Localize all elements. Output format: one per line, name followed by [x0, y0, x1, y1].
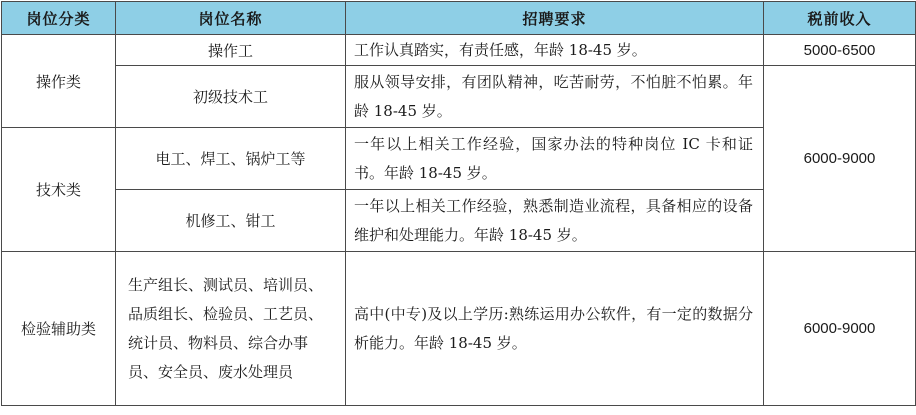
pay-cell: 5000-6500	[764, 35, 916, 66]
position-name-cell: 电工、焊工、锅炉工等	[116, 128, 346, 190]
table-row	[2, 35, 916, 66]
category-cell: 操作类	[2, 35, 116, 128]
requirement-cell: 服从领导安排，有团队精神，吃苦耐劳，不怕脏不怕累。年龄 18-45 岁。	[346, 66, 764, 128]
position-name-cell: 初级技术工	[116, 66, 346, 128]
requirement-cell: 工作认真踏实，有责任感，年龄 18-45 岁。	[346, 35, 764, 66]
header-pretax-income: 税前收入	[764, 2, 916, 35]
position-name-cell: 机修工、钳工	[116, 190, 346, 252]
pay-cell: 6000-9000	[764, 66, 916, 252]
header-requirements: 招聘要求	[346, 2, 764, 35]
position-name-cell: 操作工	[116, 35, 346, 66]
position-name-cell: 生产组长、测试员、培训员、品质组长、检验员、工艺员、统计员、物料员、综合办事员、安全员、废水处理员	[116, 252, 346, 406]
header-category: 岗位分类	[2, 2, 116, 35]
recruitment-table	[1, 1, 916, 406]
category-cell: 技术类	[2, 128, 116, 252]
requirement-cell: 高中(中专)及以上学历:熟练运用办公软件，有一定的数据分析能力。年龄 18-45 岁。	[346, 252, 764, 406]
header-row	[2, 2, 916, 35]
requirement-cell: 一年以上相关工作经验，国家办法的特种岗位 IC 卡和证书。年龄 18-45 岁。	[346, 128, 764, 190]
header-position-name: 岗位名称	[116, 2, 346, 35]
category-cell: 检验辅助类	[2, 252, 116, 406]
pay-cell: 6000-9000	[764, 252, 916, 406]
requirement-cell: 一年以上相关工作经验，熟悉制造业流程，具备相应的设备维护和处理能力。年龄 18-45 岁。	[346, 190, 764, 252]
table-row	[2, 66, 916, 128]
table-row	[2, 252, 916, 406]
